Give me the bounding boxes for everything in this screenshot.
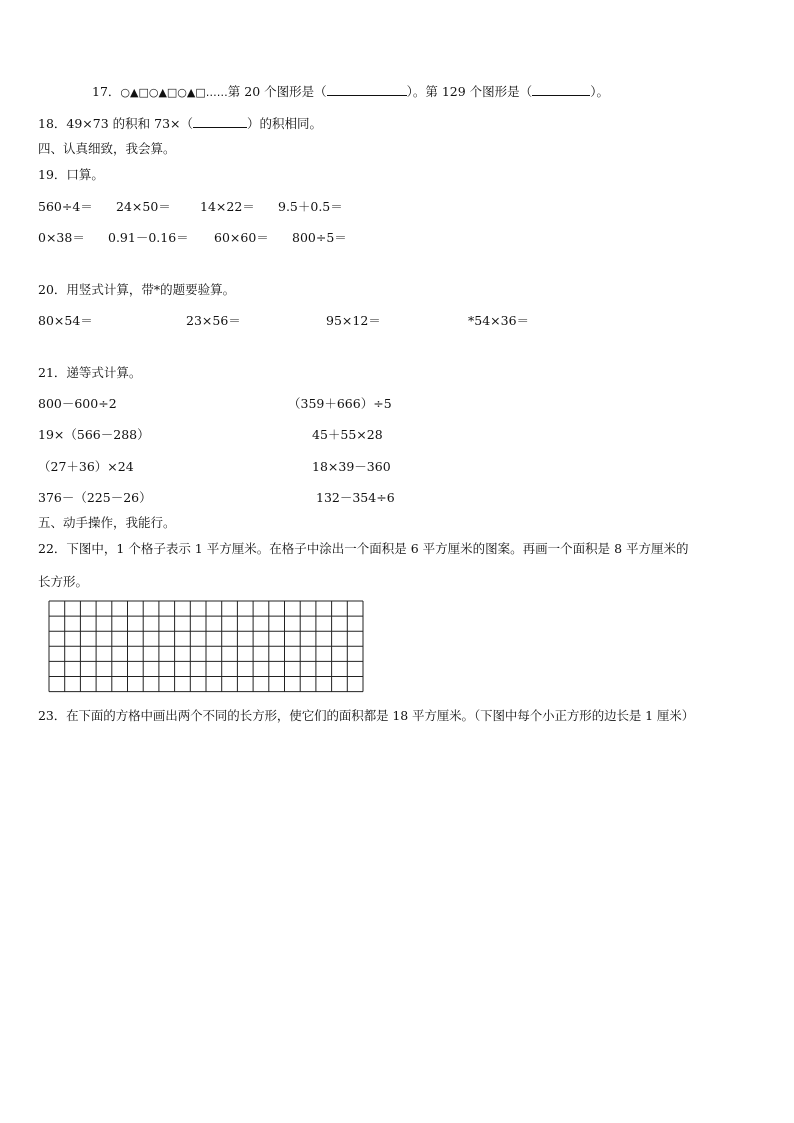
question-22-line-1: 22．下图中，1 个格子表示 1 平方厘米。在格子中涂出一个面积是 6 平方厘米的图案。再画一个面积是 8 平方厘米的: [38, 541, 689, 556]
step-calc-right-4: 132－354÷6: [316, 490, 395, 505]
oral-calc-6: 0.91－0.16＝: [108, 230, 189, 245]
step-calc-left-4: 376－（225－26）: [38, 490, 152, 505]
oral-calc-8: 800÷5＝: [292, 230, 347, 245]
shape-pattern: ○▲□○▲□○▲□……: [120, 86, 228, 99]
vertical-calc-3: 95×12＝: [326, 313, 381, 328]
step-calc-left-1: 800－600÷2: [38, 396, 117, 411]
question-21-title: 21．递等式计算。: [38, 365, 142, 380]
oral-calc-3: 14×22＝: [200, 199, 255, 214]
answer-blank-17a[interactable]: [327, 84, 407, 96]
section-4-heading: 四、认真细致，我会算。: [38, 141, 176, 156]
step-calc-right-2: 45＋55×28: [312, 427, 383, 442]
question-18-text-a: 49×73 的积和 73×（: [66, 116, 194, 131]
step-calc-left-2: 19×（566－288）: [38, 427, 150, 442]
square-grid[interactable]: [48, 600, 366, 697]
oral-calc-4: 9.5＋0.5＝: [278, 199, 343, 214]
question-18-text-b: ）的积相同。: [247, 116, 323, 131]
step-calc-right-1: （359＋666）÷5: [288, 396, 392, 411]
section-5-heading: 五、动手操作，我能行。: [38, 515, 176, 530]
oral-calc-7: 60×60＝: [214, 230, 269, 245]
vertical-calc-1: 80×54＝: [38, 313, 93, 328]
question-17-text-a: 第 20 个图形是（: [227, 84, 327, 99]
vertical-calc-2: 23×56＝: [186, 313, 241, 328]
question-19-title: 19．口算。: [38, 167, 104, 182]
question-17-text-b: ）。第 129 个图形是（: [406, 84, 533, 99]
oral-calc-2: 24×50＝: [116, 199, 171, 214]
question-22-line-2: 长方形。: [38, 574, 89, 589]
answer-blank-18[interactable]: [193, 116, 247, 128]
question-18: [38, 116, 322, 132]
question-23-text: 23．在下面的方格中画出两个不同的长方形，使它们的面积都是 18 平方厘米。（下图中每个小正方形的边长是 1 厘米）: [38, 708, 695, 723]
step-calc-left-3: （27＋36）×24: [38, 459, 134, 474]
question-18-number: 18．: [38, 116, 67, 131]
oral-calc-1: 560÷4＝: [38, 199, 93, 214]
answer-blank-17b[interactable]: [532, 84, 590, 96]
step-calc-right-3: 18×39－360: [312, 459, 391, 474]
grid-svg[interactable]: [48, 600, 366, 694]
vertical-calc-4: *54×36＝: [468, 313, 530, 328]
question-17: [92, 84, 609, 101]
oral-calc-5: 0×38＝: [38, 230, 85, 245]
question-20-title: 20．用竖式计算，带*的题要验算。: [38, 282, 236, 297]
question-17-number: 17．: [92, 84, 121, 99]
question-17-text-c: ）。: [590, 84, 609, 99]
